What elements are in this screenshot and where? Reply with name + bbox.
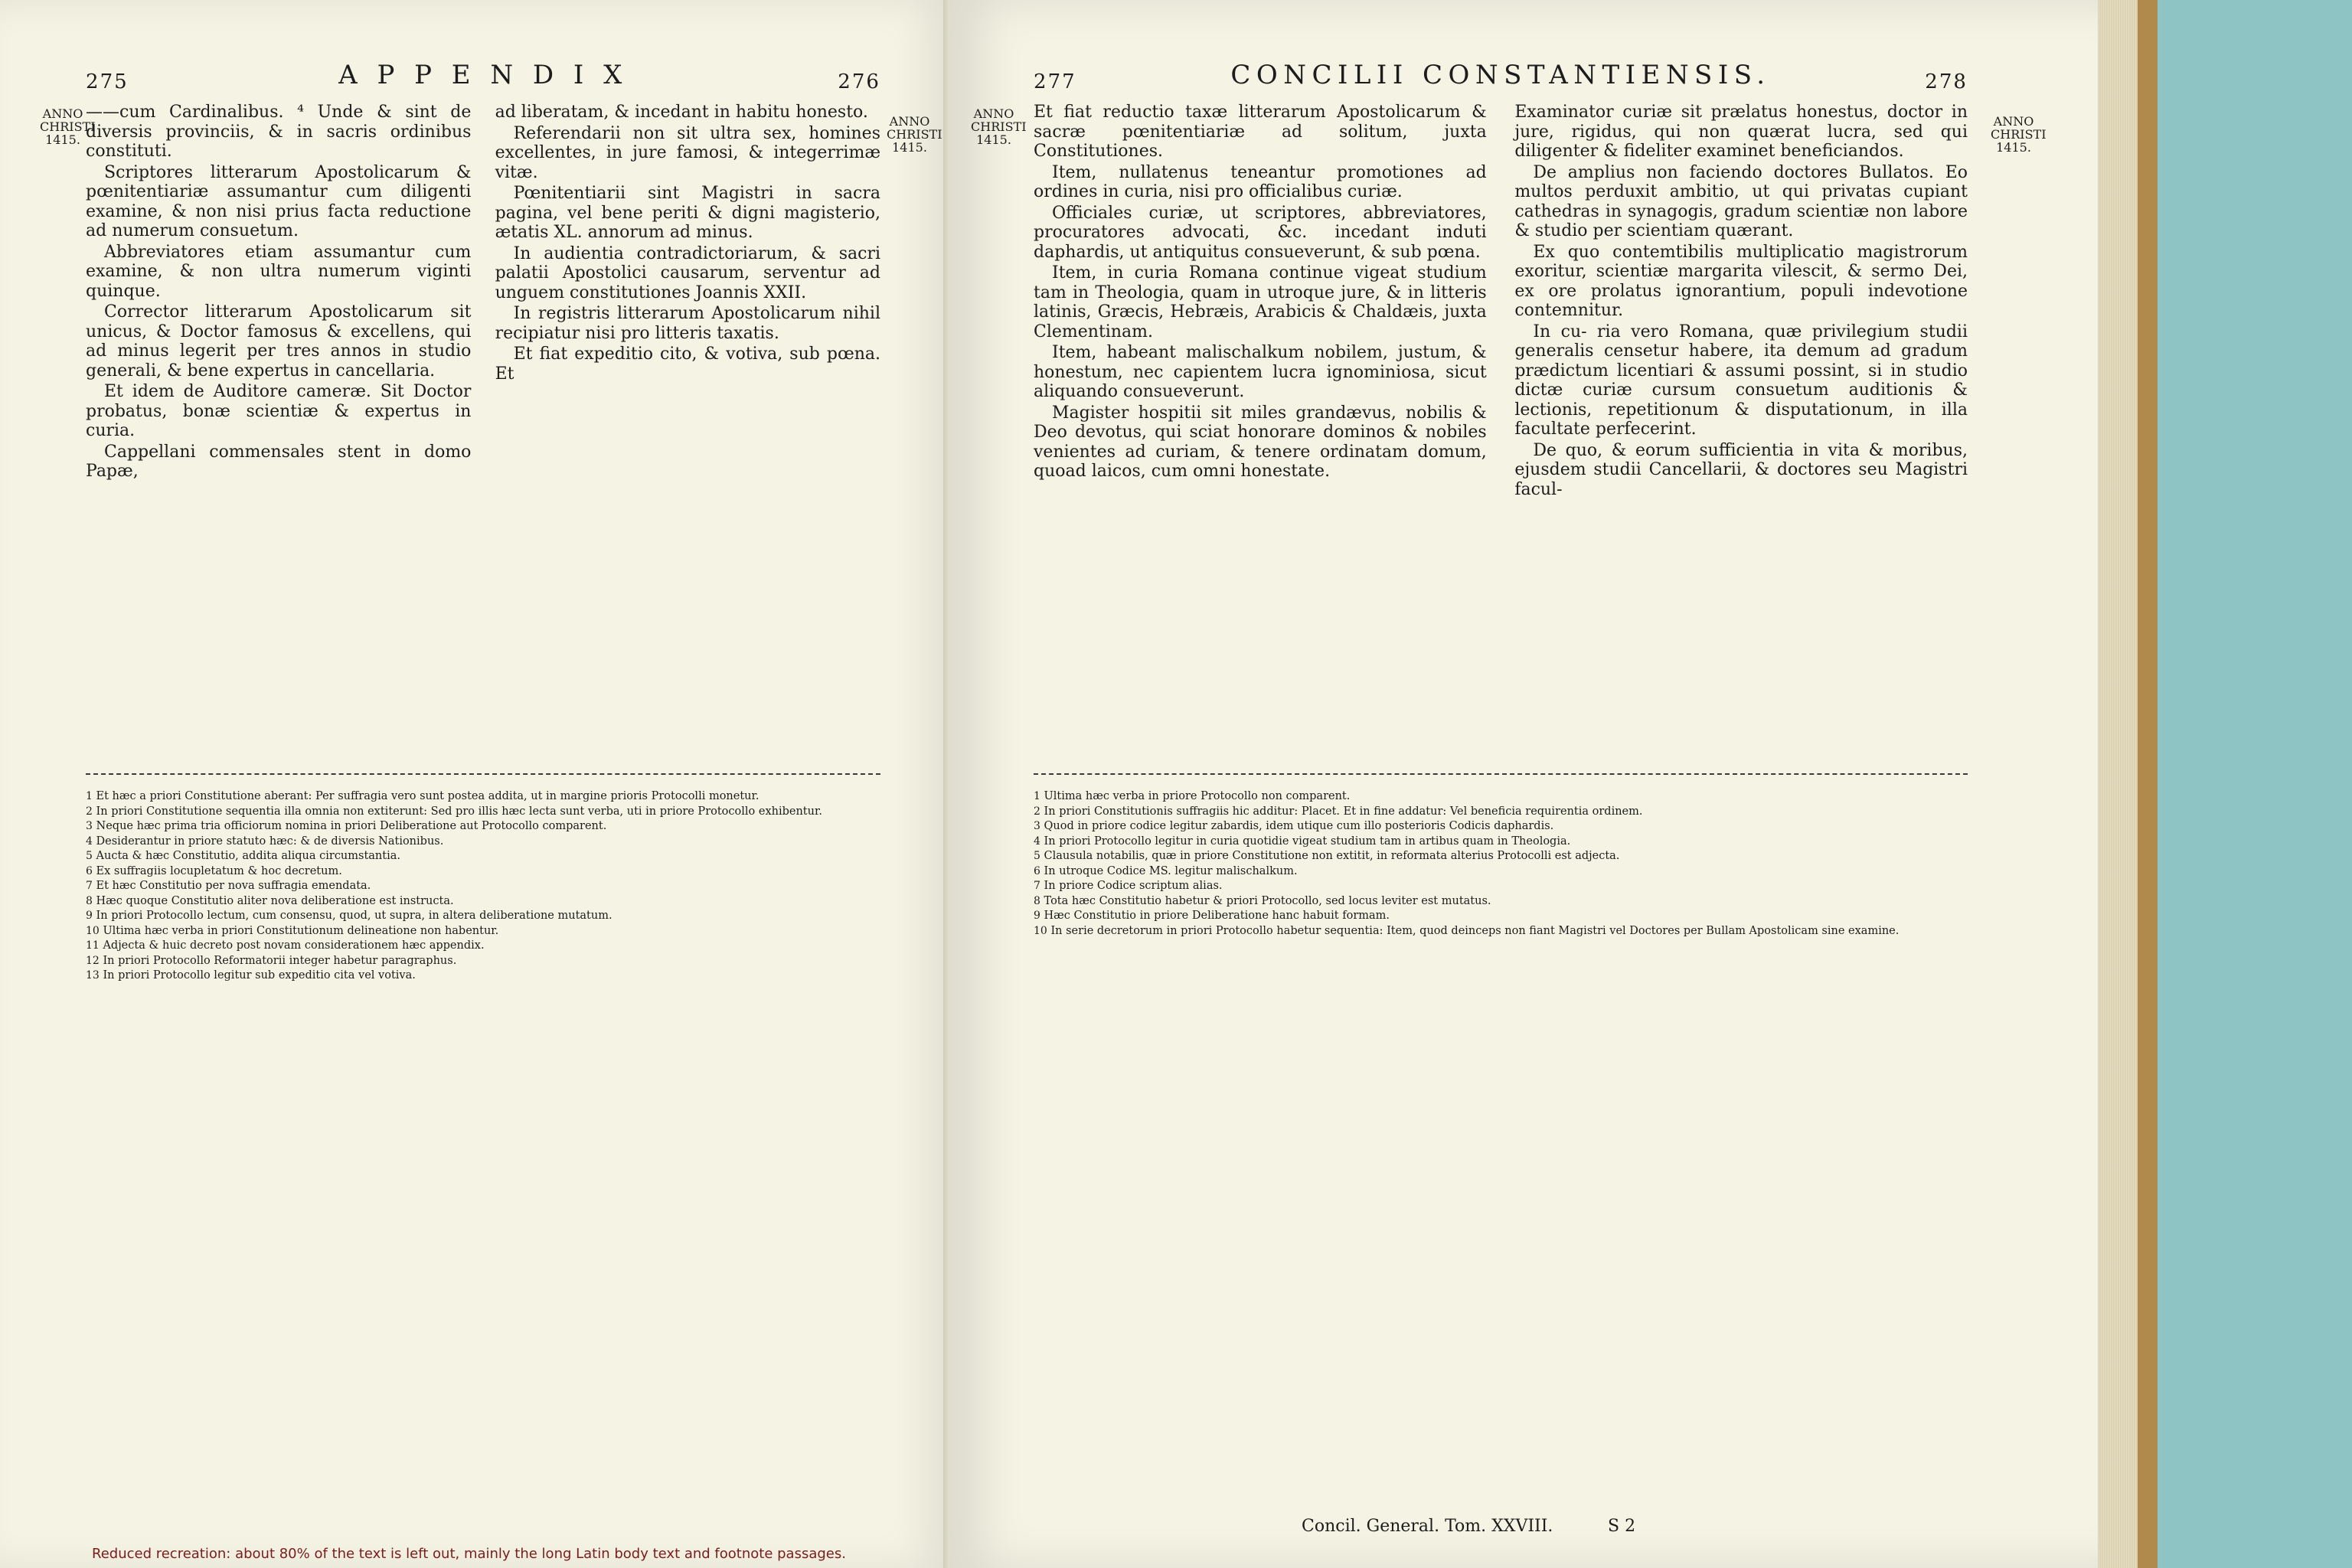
footnote: 9 Hæc Constitutio in priore Deliberatione hanc habuit formam. [1034,910,1390,922]
footnote: 10 In serie decretorum in priori Protocollo habetur sequentia: Item, quod deinceps non fiant Magistri vel Doctores per Bullam Apostolicam sine examine. [1034,924,1900,937]
footnotes [86,790,880,982]
footnote: 6 Ex suffragiis locupletatum & hoc decretum. [86,864,342,877]
paragraph: Pœnitentiarii sint Magistri in sacra pagina, vel bene periti & digni magisterio, ætatis XL. annorum ad minus. [495,184,880,242]
footnote: 3 Quod in priore codice legitur zabardis, idem utique cum illo posterioris Codicis daphardis. [1034,820,1554,832]
margin-date-label: ANNO CHRISTI 1415. [40,106,96,147]
paragraph: Item, nullatenus teneantur promotiones ad ordines in curia, nisi pro officialibus curiæ. [1034,162,1487,201]
footnote: 2 In priori Constitutione sequentia illa omnia non extiterunt: Sed pro illis hæc lecta sunt verba, uti in priore Protocollo exhibentur. [86,805,822,818]
paragraph: In audientia contradictoriarum, & sacri palatii Apostolici causarum, serventur ad unguem constitutiones Joannis XXII. [495,243,880,302]
page-number: 278 [1925,70,1968,93]
page-title: CONCILII CONSTANTIENSIS. [1230,60,1771,90]
text-column [495,103,880,385]
page-number: 276 [838,70,880,93]
page-number: 277 [1034,70,1076,93]
footnote: 1 Et hæc a priori Constitutione aberant: Per suffragia vero sunt postea addita, ut in margine prioris Protocolli monetur. [86,790,760,802]
paragraph: Referendarii non sit ultra sex, homines excellentes, in jure famosi, & integerrimæ vitæ. [495,123,880,182]
signature-mark: S 2 [1608,1517,1636,1536]
left-page [0,0,949,1568]
paragraph: Magister hospitii sit miles grandævus, nobilis & Deo devotus, qui sciat honorare dominos & nobiles venientes ad curiam, & tenere ordinatam domum, quoad laicos, cum omni honestate. [1034,403,1487,481]
footnote: 12 In priori Protocollo Reformatorii integer habetur paragraphus. [86,954,457,967]
running-head-right [1034,60,1968,96]
footnote: 6 In utroque Codice MS. legitur malischalkum. [1034,864,1298,877]
footnote: 8 Hæc quoque Constitutio aliter nova deliberatione est instructa. [86,894,454,907]
page-number: 275 [86,70,129,93]
paragraph: Et fiat expeditio cito, & votiva, sub pœna. Et [495,345,880,384]
footnote: 9 In priori Protocollo lectum, cum consensu, quod, ut supra, in altera deliberatione mutatum. [86,910,612,922]
footnote: 7 Et hæc Constitutio per nova suffragia emendata. [86,880,371,892]
main-text [1034,103,1968,769]
footnote: 8 Tota hæc Constitutio habetur & priori Protocollo, sed locus leviter est mutatus. [1034,894,1491,907]
paragraph: ——cum Cardinalibus. ⁴ Unde & sint de diversis provinciis, & in sacris ordinibus constituti. [86,103,472,161]
paragraph: Examinator curiæ sit prælatus honestus, doctor in jure, rigidus, qui non quærat lucra, sed qui diligenter & fideliter examinet beneficiandos. [1514,103,1968,161]
paragraph: Item, habeant malischalkum nobilem, justum, & honestum, nec capientem lucra ignominiosa, sicut aliquando consueverunt. [1034,343,1487,401]
right-page [949,0,2113,1568]
paragraph: Officiales curiæ, ut scriptores, abbreviatores, procuratores advocati, &c. incedant induti daphardis, ut antiquitus consueverunt, & sub pœna. [1034,203,1487,262]
margin-date-label: ANNO CHRISTI 1415. [1991,114,2047,155]
footnote: 5 Clausula notabilis, quæ in priore Constitutione non extitit, in reformata alterius Protocolli est adjecta. [1034,850,1620,862]
margin-date-label: ANNO CHRISTI 1415. [887,114,942,155]
paragraph: Item, in curia Romana continue vigeat studium tam in Theologia, quam in utroque jure, & in litteris latinis, Græcis, Hebræis, Arabicis & Chaldæis, juxta Clementinam. [1034,263,1487,341]
page-title: A P P E N D I X [338,60,628,90]
footnote: 4 Desiderantur in priore statuto hæc: & de diversis Nationibus. [86,835,444,848]
footnote: 2 In priori Constitutionis suffragiis hic additur: Placet. Et in fine addatur: Vel beneficia requirentia ordinem. [1034,805,1643,818]
footnote: 4 In priori Protocollo legitur in curia quotidie vigeat studium tam in artibus quam in Theologia. [1034,835,1571,848]
running-head-left [86,60,880,96]
paragraph: ad liberatam, & incedant in habitu honesto. [495,103,868,122]
footnote-divider [86,773,880,775]
text-column [86,103,471,483]
paragraph: Cappellani commensales stent in domo Papæ, [86,442,472,481]
paragraph: Ex quo contemtibilis multiplicatio magistrorum exoritur, scientiæ margarita vilescit, & sermo Dei, ex ore prolatus ignorantium, populi indevotione contemnitur. [1514,242,1968,320]
paragraph: Abbreviatores etiam assumantur cum examine, & non ultra numerum viginti quinque. [86,242,472,301]
footnote: 7 In priore Codice scriptum alias. [1034,880,1223,892]
main-text [86,103,880,769]
paragraph: Scriptores litterarum Apostolicarum & pœnitentiariæ assumantur cum diligenti examine, & non nisi prius facta reductione ad numerum consuetum. [86,162,472,240]
paragraph: De quo, & eorum sufficientia in vita & moribus, ejusdem studii Cancellarii, & doctores seu Magistri facul- [1514,440,1968,499]
footnote: 5 Aucta & hæc Constitutio, addita aliqua circumstantia. [86,850,400,862]
footnotes [1034,790,1968,937]
footnote: 3 Neque hæc prima tria officiorum nomina in priori Deliberatione aut Protocollo comparent. [86,820,607,832]
volume-reference: Concil. General. Tom. XXVIII. [1302,1517,1553,1536]
omission-notice: Reduced recreation: about 80% of the text is left out, mainly the long Latin body text and footnote passages. [92,1546,846,1562]
paragraph: De amplius non faciendo doctores Bullatos. Eo multos perduxit ambitio, ut qui privatas cupiant cathedras in synagogis, gradum scientiæ non labore & studio per scientiam quærant. [1514,162,1968,240]
paragraph: In registris litterarum Apostolicarum nihil recipiatur nisi pro litteris taxatis. [495,304,880,343]
paragraph: In cu- ria vero Romana, quæ privilegium studii generalis censetur habere, ita demum ad gradum prædictum licentiari & assumi possint, si in studio dictæ curiæ cursum consuetum auditionis & lectionis, repetitionum & disputationum, in illa facultate perfecerint. [1514,322,1968,439]
page-edges [2098,0,2138,1568]
footnote-divider [1034,773,1968,775]
book-cover-edge [2138,0,2158,1568]
text-column [1514,103,1968,501]
paragraph: Et idem de Auditore cameræ. Sit Doctor probatus, bonæ scientiæ & expertus in curia. [86,382,472,440]
footnote: 1 Ultima hæc verba in priore Protocollo non comparent. [1034,790,1351,802]
footnote: 11 Adjecta & huic decreto post novam considerationem hæc appendix. [86,939,485,952]
text-column [1034,103,1487,483]
footnote: 13 In priori Protocollo legitur sub expeditio cita vel votiva. [86,969,416,982]
paragraph: Corrector litterarum Apostolicarum sit unicus, & Doctor famosus & excellens, qui ad minus legerit per tres annos in studio generali, & bene expertus in cancellaria. [86,302,472,381]
footnote: 10 Ultima hæc verba in priori Constitutionum delineatione non habentur. [86,924,499,937]
paragraph: Et fiat reductio taxæ litterarum Apostolicarum & sacræ pœnitentiariæ ad solitum, juxta Constitutiones. [1034,103,1487,161]
margin-date-label: ANNO CHRISTI 1415. [971,106,1027,147]
